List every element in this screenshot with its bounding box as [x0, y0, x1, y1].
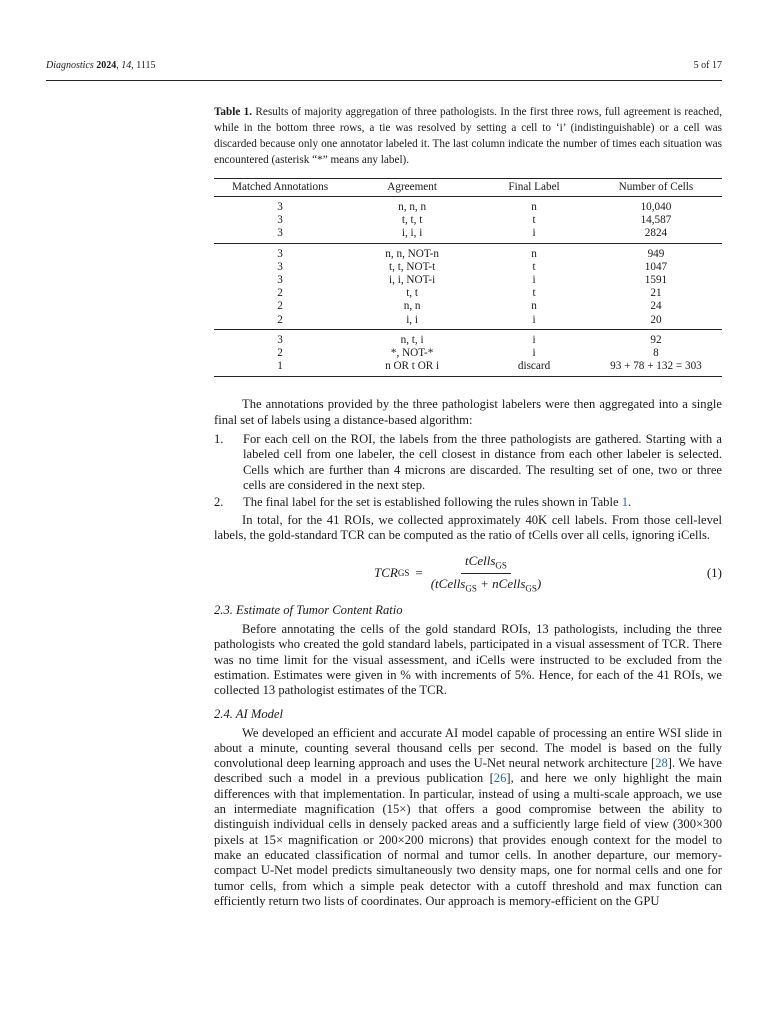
table-header-row [214, 179, 722, 197]
journal-name: Diagnostics [46, 60, 94, 71]
table-cell: i [532, 347, 536, 360]
equation-denominator [431, 574, 542, 594]
table-cell: t, t, t [401, 214, 423, 227]
table-caption-label: Table 1. [214, 106, 253, 118]
table-row [214, 197, 722, 215]
table-cell: 21 [650, 287, 662, 300]
header-rule [46, 80, 722, 81]
step-number: 1. [214, 432, 224, 447]
table-reference-link[interactable]: 1 [621, 495, 629, 510]
step-text: The final label for the set is established following the rules shown in Table [243, 495, 622, 510]
table-cell: i, i [346, 314, 478, 330]
table-cell: n, t, i [400, 333, 424, 346]
table-cell: 2 [277, 287, 283, 300]
table-cell: discard [478, 360, 590, 377]
denominator-part-a: (tCells [430, 575, 466, 591]
table-cell: n, n, n [398, 201, 427, 213]
list-item [214, 432, 722, 493]
table-caption [214, 104, 722, 168]
journal-volume: 14 [121, 60, 132, 71]
header-matched-annotations: Matched Annotations [214, 179, 346, 197]
table-cell: n [531, 300, 537, 313]
journal-citation: Diagnostics 2024, 14, 1115 [46, 60, 156, 71]
table-cell: t, t [406, 287, 419, 300]
header-agreement: Agreement [346, 179, 478, 197]
table-cell: 3 [277, 333, 283, 346]
table-cell: 8 [653, 347, 659, 360]
journal-year: 2024 [96, 60, 117, 71]
equals-sign: = [415, 565, 423, 581]
ai-model-text-b: ]. We have described such a model in a previous publication [ [214, 756, 723, 786]
equation-fraction [431, 553, 542, 593]
denominator-subscript-a: GS [465, 583, 477, 594]
equation-number: (1) [706, 565, 722, 581]
table-cell: i, i, NOT-i [389, 274, 436, 287]
table-row [214, 243, 722, 261]
table-cell: 3 [277, 214, 283, 227]
table-row [214, 360, 722, 377]
table-cell: t [532, 260, 536, 273]
table-cell: i [532, 274, 536, 287]
list-item [214, 495, 722, 510]
main-content [214, 104, 722, 909]
numerator-subscript: GS [495, 560, 507, 571]
equation-lhs: TCR [374, 565, 398, 581]
paragraph-ai-model [214, 726, 722, 910]
table-cell: 1591 [644, 274, 668, 287]
table-cell: 93 + 78 + 132 = 303 [590, 360, 722, 377]
step-text-end: . [628, 495, 632, 510]
algorithm-steps [214, 432, 722, 510]
equation-1 [214, 553, 722, 593]
section-heading-2-4: 2.4. AI Model [214, 706, 284, 721]
table-cell: 3 [277, 260, 283, 273]
table-row [214, 314, 722, 330]
table-cell: 3 [214, 227, 346, 243]
equation-formula [374, 553, 541, 593]
denominator-subscript-b: GS [525, 583, 537, 594]
section-heading-2-3: 2.3. Estimate of Tumor Content Ratio [214, 603, 403, 618]
table-cell: *, NOT-* [390, 347, 434, 360]
table-caption-text: Results of majority aggregation of three pathologists. In the first three rows, full agreement is reached, while in the bottom three rows, a tie was resolved by setting a cell to ‘i’ (indistinguishable) or a cell was discarded because only one annotator labeled it. The last column indicate the number of times each situation was encountered (asterisk “*” means any label). [214, 106, 722, 166]
table-cell: t, t, NOT-t [389, 260, 436, 273]
table-cell: i [478, 227, 590, 243]
ai-model-text-c: ], and here we only highlight the main differences with that implementation. In particular, instead of using a multi-scale approach, we use an intermediate magnification (15×) that offers a good compromise between the ability to distinguish individual cells in densely packed areas and a sufficiently large field of view (300×300 pixels at 15× magnification or 200×200 microns) that provides enough context for the model to make an educated classification of normal and tumor cells. In another departure, our memory-compact U-Net model predicts simultaneously two density maps, one for normal cells and one for tumor cells, from which a simple peak detector with a cutoff threshold and max function can efficiently return two lists of coordinates. Our approach is memory-efficient on the GPU [214, 771, 722, 908]
citation-link-26[interactable]: 26 [493, 771, 507, 786]
paragraph-aggregation: The annotations provided by the three pathologist labelers were then aggregated into a single final set of labels using a distance-based algorithm: [214, 397, 722, 427]
equation-numerator [461, 553, 511, 574]
header-number-of-cells: Number of Cells [590, 179, 722, 197]
table-row [214, 300, 722, 313]
table-cell: 24 [650, 300, 662, 313]
table-cell: 2 [277, 300, 283, 313]
table-cell: i [532, 333, 536, 346]
step-text: For each cell on the ROI, the labels from the three pathologists are gathered. Starting with a labeled cell from one labeler, the cell closest in distance from each other labeler is selected. Cells which are further than 4 microns are discarded. The resulting set of one, two or three cells are considered in the next step. [243, 432, 722, 492]
step-number: 2. [214, 495, 224, 510]
table-cell: 92 [650, 333, 662, 346]
table-row [214, 274, 722, 287]
page-number: 5 of 17 [693, 60, 722, 71]
table-cell: n OR t OR i [346, 360, 478, 377]
table-cell: 3 [277, 247, 283, 260]
table-cell: n [531, 201, 537, 213]
table-cell: n, n [403, 300, 421, 313]
table-cell: 20 [590, 314, 722, 330]
denominator-close: ) [536, 575, 542, 591]
ai-model-text-a: We developed an efficient and accurate AI model capable of processing an entire WSI slide in about a minute, counting several thousand cells per second. The model is based on the fully convolutional deep learning approach and uses the U-Net neural network architecture [ [214, 725, 722, 771]
page-header [46, 60, 722, 76]
table-cell: 2824 [590, 227, 722, 243]
table-cell: 3 [277, 201, 283, 213]
table-cell: 3 [277, 274, 283, 287]
paragraph-total: In total, for the 41 ROIs, we collected approximately 40K cell labels. From those cell-level labels, the gold-standard TCR can be computed as the ratio of tCells over all cells, ignoring iCells. [214, 512, 722, 542]
table-cell: i [478, 314, 590, 330]
table-cell: i, i, i [346, 227, 478, 243]
table-row [214, 329, 722, 347]
table-row [214, 227, 722, 243]
table-cell: n, n, NOT-n [385, 247, 439, 260]
results-table [214, 178, 722, 377]
table-cell: 2 [277, 347, 283, 360]
table-row [214, 287, 722, 300]
header-final-label: Final Label [478, 179, 590, 197]
table-body [214, 197, 722, 377]
article-number: , 1115 [131, 60, 156, 71]
paragraph-estimate: Before annotating the cells of the gold standard ROIs, 13 pathologists, including the three pathologists who created the gold standard labels, participated in a visual assessment of TCR. There was no time limit for the visual assessment, and iCells were instructed to be excluded from the estimation. Estimates were given in % with increments of 5%. Hence, for each of the 41 ROIs, we collected 13 pathologist estimates of the TCR. [214, 622, 722, 698]
table-cell: t [532, 214, 536, 227]
table-row [214, 347, 722, 360]
denominator-part-b: + nCells [476, 575, 526, 591]
numerator-text: tCells [465, 553, 496, 569]
table-cell: 14,587 [640, 214, 672, 227]
table-cell: 1047 [644, 260, 668, 273]
table-row [214, 214, 722, 227]
table-cell: n [531, 247, 537, 260]
table-cell: 10,040 [640, 201, 672, 213]
equation-lhs-subscript: GS [397, 568, 410, 579]
table-cell: t [532, 287, 536, 300]
table-cell: 2 [214, 314, 346, 330]
table-row [214, 261, 722, 274]
table-cell: 949 [647, 247, 665, 260]
table-cell: 1 [214, 360, 346, 377]
citation-link-28[interactable]: 28 [655, 756, 668, 771]
